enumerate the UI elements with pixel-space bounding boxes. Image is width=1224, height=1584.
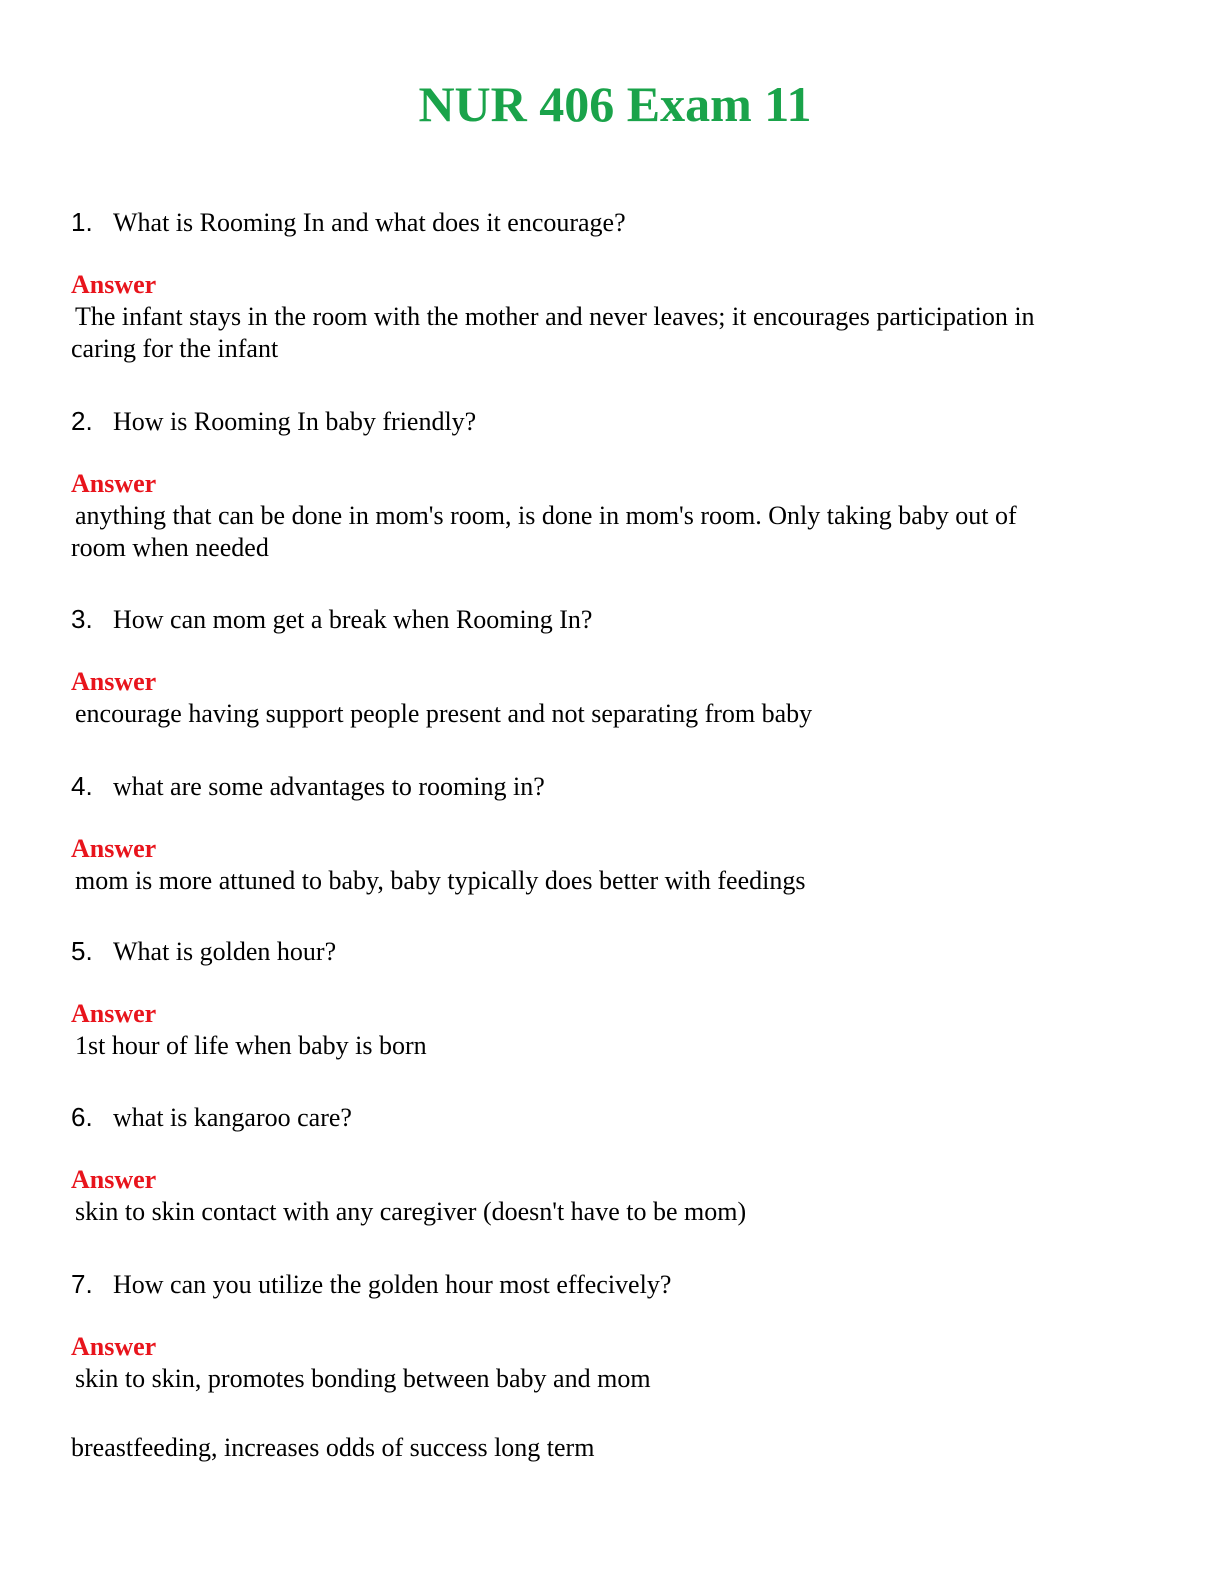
question-text: what are some advantages to rooming in? [113,772,545,801]
question-number: 1. [71,207,93,237]
question-number: 7. [71,1269,93,1299]
answer-line: caring for the infant [71,334,279,363]
question-4 [71,770,1131,802]
question-number: 6. [71,1102,93,1132]
answer-label: Answer [71,270,157,299]
answer-label: Answer [71,999,157,1028]
answer-line: room when needed [71,533,269,562]
qa-item-2 [71,405,1131,564]
question-number: 3. [71,604,93,634]
question-number: 2. [71,406,93,436]
question-number: 4. [71,771,93,801]
question-text: How is Rooming In baby friendly? [113,407,477,436]
qa-item-1 [71,206,1131,365]
page-title: NUR 406 Exam 11 [418,76,812,132]
question-text: How can you utilize the golden hour most effecively? [113,1270,672,1299]
question-3 [71,603,1131,635]
answer-line: encourage having support people present and not separating from baby [75,699,813,728]
question-text: What is Rooming In and what does it encourage? [113,208,626,237]
qa-item-7 [71,1268,1131,1395]
answer-label: Answer [71,1165,157,1194]
answer-line: skin to skin contact with any caregiver (doesn't have to be mom) [75,1197,747,1226]
question-text: How can mom get a break when Rooming In? [113,605,593,634]
answer-label: Answer [71,834,157,863]
question-5 [71,935,1131,967]
question-text: what is kangaroo care? [113,1103,352,1132]
question-2 [71,405,1131,437]
answer-label: Answer [71,469,157,498]
question-6 [71,1101,1131,1133]
qa-item-3 [71,603,1131,730]
answer-label: Answer [71,667,157,696]
answer-line: 1st hour of life when baby is born [75,1031,427,1060]
answer-label: Answer [71,1332,157,1361]
question-1 [71,206,1131,238]
question-7 [71,1268,1131,1300]
answer-line: mom is more attuned to baby, baby typically does better with feedings [75,866,806,895]
question-text: What is golden hour? [113,937,337,966]
extra-answer-line: breastfeeding, increases odds of success long term [71,1433,595,1462]
qa-item-5 [71,935,1131,1062]
answer-line: skin to skin, promotes bonding between baby and mom [75,1364,651,1393]
answer-line: anything that can be done in mom's room, is done in mom's room. Only taking baby out of [75,501,1017,530]
question-number: 5. [71,936,93,966]
qa-item-4 [71,770,1131,897]
qa-item-6 [71,1101,1131,1228]
answer-line: The infant stays in the room with the mother and never leaves; it encourages participation in [75,302,1035,331]
